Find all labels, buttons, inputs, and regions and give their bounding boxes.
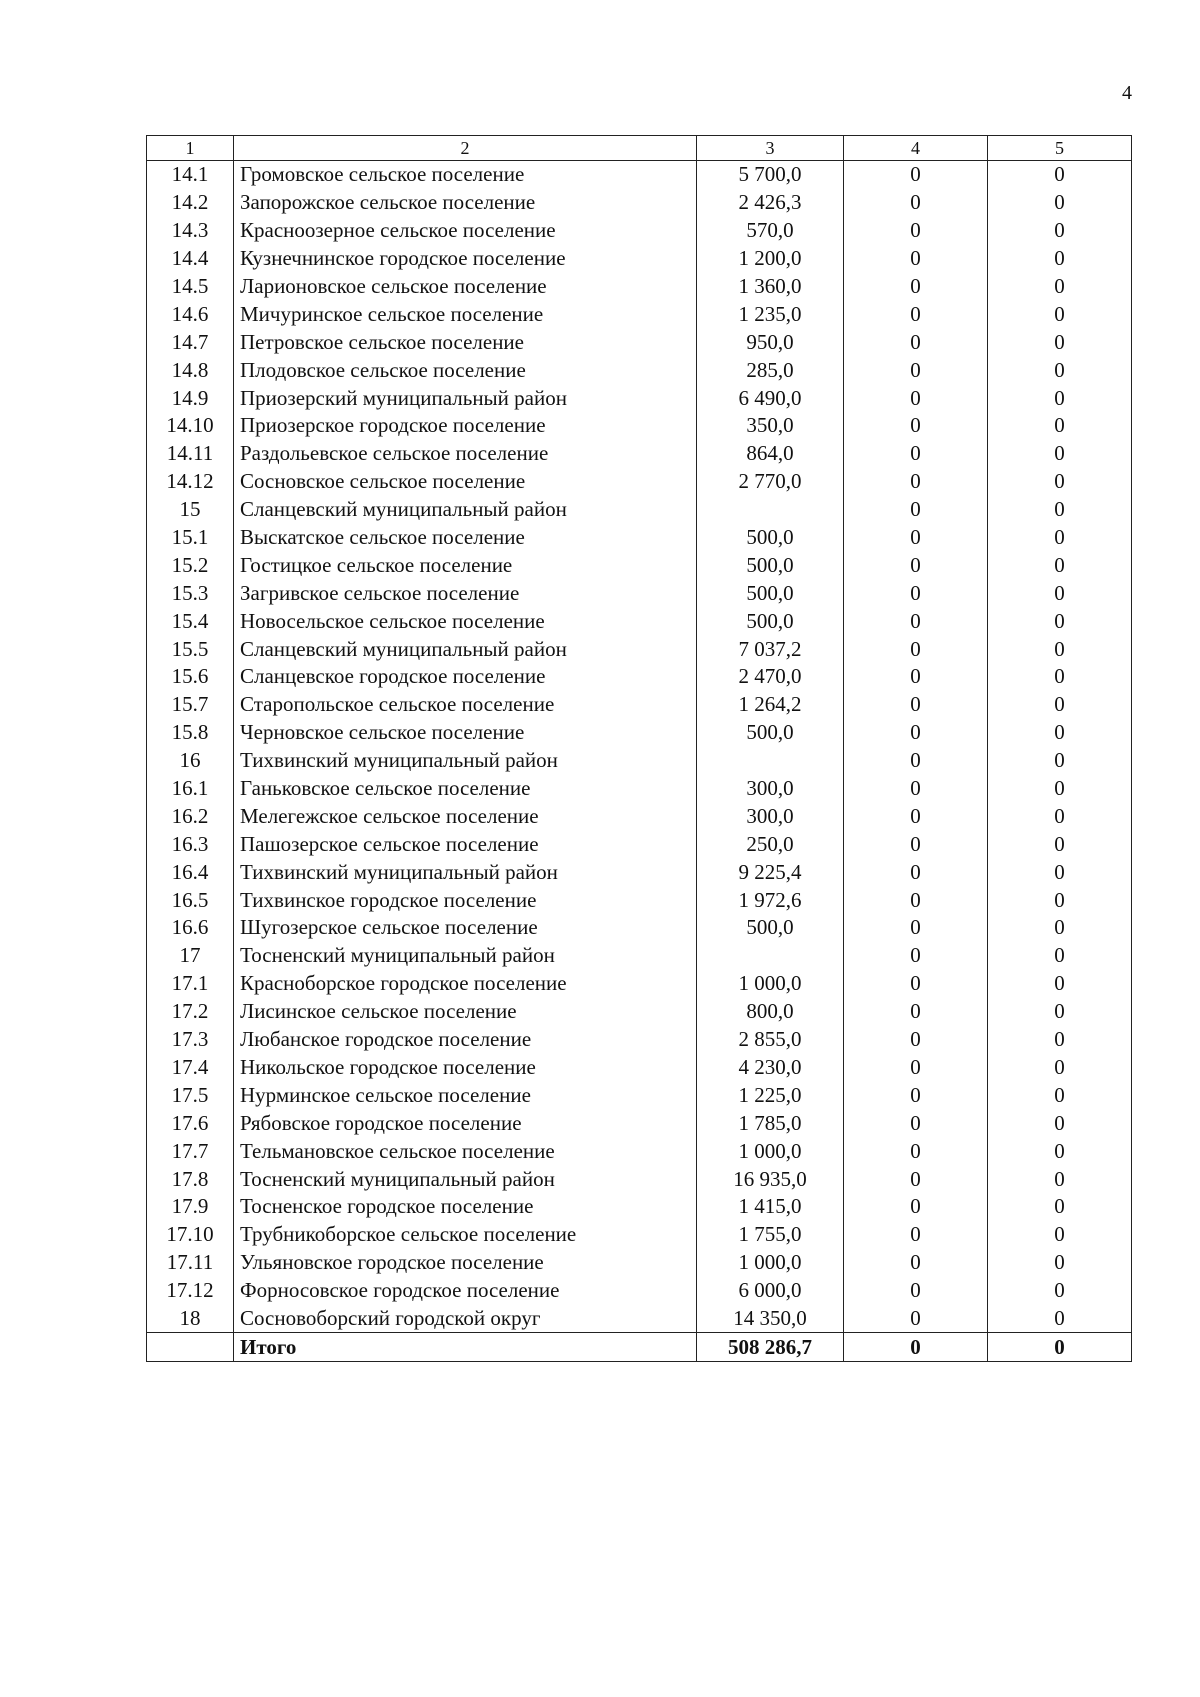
table-row (147, 802, 1132, 830)
column-4-cell: 0 (844, 524, 988, 552)
row-number-cell: 17.2 (147, 998, 234, 1026)
column-4-cell: 0 (844, 384, 988, 412)
table-row (147, 775, 1132, 803)
column-5-cell: 0 (988, 189, 1132, 217)
settlement-name-cell: Любанское городское поселение (234, 1026, 697, 1054)
column-4-cell: 0 (844, 161, 988, 189)
column-5-cell: 0 (988, 1305, 1132, 1333)
column-5-cell: 0 (988, 468, 1132, 496)
column-5-cell: 0 (988, 245, 1132, 273)
row-number-cell: 14.9 (147, 384, 234, 412)
column-header: 2 (234, 136, 697, 161)
column-5-cell: 0 (988, 496, 1132, 524)
column-header: 1 (147, 136, 234, 161)
settlement-name-cell: Никольское городское поселение (234, 1054, 697, 1082)
column-4-cell: 0 (844, 1221, 988, 1249)
amount-cell: 6 490,0 (697, 384, 844, 412)
settlement-name-cell: Шугозерское сельское поселение (234, 914, 697, 942)
table-row (147, 1305, 1132, 1333)
table-row (147, 830, 1132, 858)
column-4-cell: 0 (844, 607, 988, 635)
row-number-cell: 15.8 (147, 719, 234, 747)
column-5-cell: 0 (988, 440, 1132, 468)
table-row (147, 468, 1132, 496)
table-row (147, 663, 1132, 691)
settlement-name-cell: Кузнечнинское городское поселение (234, 245, 697, 273)
settlement-name-cell: Ларионовское сельское поселение (234, 273, 697, 301)
settlement-name-cell: Черновское сельское поселение (234, 719, 697, 747)
column-4-cell: 0 (844, 1054, 988, 1082)
column-5-cell: 0 (988, 217, 1132, 245)
row-number-cell: 16.3 (147, 830, 234, 858)
table-row (147, 496, 1132, 524)
table-row (147, 691, 1132, 719)
column-4-cell: 0 (844, 830, 988, 858)
row-number-cell: 17.9 (147, 1193, 234, 1221)
table-row (147, 245, 1132, 273)
total-amount-cell: 508 286,7 (697, 1333, 844, 1362)
table-row (147, 998, 1132, 1026)
table-row (147, 970, 1132, 998)
column-4-cell: 0 (844, 1137, 988, 1165)
row-number-cell: 17.6 (147, 1109, 234, 1137)
amount-cell: 500,0 (697, 524, 844, 552)
row-number-cell: 17.7 (147, 1137, 234, 1165)
row-number-cell: 17.5 (147, 1081, 234, 1109)
settlement-name-cell: Сланцевский муниципальный район (234, 635, 697, 663)
column-5-cell: 0 (988, 775, 1132, 803)
table-row (147, 551, 1132, 579)
column-5-cell: 0 (988, 1109, 1132, 1137)
settlement-name-cell: Ганьковское сельское поселение (234, 775, 697, 803)
column-5-cell: 0 (988, 663, 1132, 691)
column-5-cell: 0 (988, 161, 1132, 189)
row-number-cell: 17.11 (147, 1249, 234, 1277)
column-4-cell: 0 (844, 691, 988, 719)
column-5-cell: 0 (988, 1165, 1132, 1193)
column-4-cell: 0 (844, 1277, 988, 1305)
amount-cell: 1 785,0 (697, 1109, 844, 1137)
amount-cell: 2 470,0 (697, 663, 844, 691)
settlement-name-cell: Красноозерное сельское поселение (234, 217, 697, 245)
column-4-cell: 0 (844, 747, 988, 775)
row-number-cell: 14.8 (147, 356, 234, 384)
column-4-cell: 0 (844, 468, 988, 496)
column-5-cell: 0 (988, 914, 1132, 942)
row-number-cell: 15.1 (147, 524, 234, 552)
settlement-name-cell: Тихвинский муниципальный район (234, 858, 697, 886)
column-5-cell: 0 (988, 412, 1132, 440)
settlement-name-cell: Тельмановское сельское поселение (234, 1137, 697, 1165)
amount-cell: 1 972,6 (697, 886, 844, 914)
amount-cell (697, 496, 844, 524)
amount-cell: 2 855,0 (697, 1026, 844, 1054)
amount-cell (697, 942, 844, 970)
settlement-name-cell: Лисинское сельское поселение (234, 998, 697, 1026)
amount-cell: 5 700,0 (697, 161, 844, 189)
total-row-number-cell (147, 1333, 234, 1362)
amount-cell: 1 000,0 (697, 970, 844, 998)
table-row (147, 440, 1132, 468)
settlement-name-cell: Сосновоборский городской округ (234, 1305, 697, 1333)
table-row (147, 1249, 1132, 1277)
table-row (147, 356, 1132, 384)
table-row (147, 1054, 1132, 1082)
settlement-name-cell: Мичуринское сельское поселение (234, 300, 697, 328)
column-5-cell: 0 (988, 273, 1132, 301)
row-number-cell: 14.11 (147, 440, 234, 468)
settlement-name-cell: Тосненское городское поселение (234, 1193, 697, 1221)
amount-cell: 285,0 (697, 356, 844, 384)
row-number-cell: 17.8 (147, 1165, 234, 1193)
amount-cell: 1 000,0 (697, 1249, 844, 1277)
row-number-cell: 14.5 (147, 273, 234, 301)
settlement-name-cell: Красноборское городское поселение (234, 970, 697, 998)
row-number-cell: 14.7 (147, 328, 234, 356)
settlement-name-cell: Запорожское сельское поселение (234, 189, 697, 217)
total-column-5-cell: 0 (988, 1333, 1132, 1362)
amount-cell: 500,0 (697, 914, 844, 942)
column-5-cell: 0 (988, 524, 1132, 552)
column-4-cell: 0 (844, 775, 988, 803)
settlement-name-cell: Тихвинский муниципальный район (234, 747, 697, 775)
amount-cell: 500,0 (697, 719, 844, 747)
amount-cell: 500,0 (697, 607, 844, 635)
amount-cell (697, 747, 844, 775)
table-row (147, 328, 1132, 356)
column-5-cell: 0 (988, 635, 1132, 663)
table-row (147, 719, 1132, 747)
settlement-name-cell: Выскатское сельское поселение (234, 524, 697, 552)
column-5-cell: 0 (988, 691, 1132, 719)
column-4-cell: 0 (844, 412, 988, 440)
row-number-cell: 15 (147, 496, 234, 524)
table-row (147, 161, 1132, 189)
settlement-name-cell: Тосненский муниципальный район (234, 942, 697, 970)
amount-cell: 6 000,0 (697, 1277, 844, 1305)
table-row (147, 607, 1132, 635)
settlement-name-cell: Приозерское городское поселение (234, 412, 697, 440)
settlement-name-cell: Сланцевское городское поселение (234, 663, 697, 691)
column-4-cell: 0 (844, 1026, 988, 1054)
table-row (147, 886, 1132, 914)
table-row (147, 524, 1132, 552)
settlement-name-cell: Трубникоборское сельское поселение (234, 1221, 697, 1249)
budget-table (146, 135, 1132, 1362)
table-row (147, 384, 1132, 412)
column-4-cell: 0 (844, 635, 988, 663)
row-number-cell: 17.10 (147, 1221, 234, 1249)
amount-cell: 14 350,0 (697, 1305, 844, 1333)
table-header-row (147, 136, 1132, 161)
settlement-name-cell: Мелегежское сельское поселение (234, 802, 697, 830)
table-row (147, 858, 1132, 886)
column-4-cell: 0 (844, 356, 988, 384)
column-header: 5 (988, 136, 1132, 161)
settlement-name-cell: Петровское сельское поселение (234, 328, 697, 356)
column-5-cell: 0 (988, 970, 1132, 998)
row-number-cell: 17.1 (147, 970, 234, 998)
settlement-name-cell: Старопольское сельское поселение (234, 691, 697, 719)
row-number-cell: 16 (147, 747, 234, 775)
column-5-cell: 0 (988, 607, 1132, 635)
row-number-cell: 15.2 (147, 551, 234, 579)
amount-cell: 800,0 (697, 998, 844, 1026)
column-4-cell: 0 (844, 579, 988, 607)
table-row (147, 189, 1132, 217)
column-4-cell: 0 (844, 551, 988, 579)
column-4-cell: 0 (844, 886, 988, 914)
column-4-cell: 0 (844, 719, 988, 747)
table-row (147, 1137, 1132, 1165)
table-row (147, 1026, 1132, 1054)
amount-cell: 1 264,2 (697, 691, 844, 719)
column-4-cell: 0 (844, 1165, 988, 1193)
amount-cell: 1 225,0 (697, 1081, 844, 1109)
column-5-cell: 0 (988, 802, 1132, 830)
column-4-cell: 0 (844, 970, 988, 998)
settlement-name-cell: Нурминское сельское поселение (234, 1081, 697, 1109)
settlement-name-cell: Сланцевский муниципальный район (234, 496, 697, 524)
amount-cell: 4 230,0 (697, 1054, 844, 1082)
column-5-cell: 0 (988, 1249, 1132, 1277)
table-row (147, 1277, 1132, 1305)
total-column-4-cell: 0 (844, 1333, 988, 1362)
table-row (147, 579, 1132, 607)
amount-cell: 1 200,0 (697, 245, 844, 273)
table-row (147, 217, 1132, 245)
total-row (147, 1333, 1132, 1362)
column-4-cell: 0 (844, 273, 988, 301)
column-4-cell: 0 (844, 1193, 988, 1221)
settlement-name-cell: Ульяновское городское поселение (234, 1249, 697, 1277)
amount-cell: 16 935,0 (697, 1165, 844, 1193)
column-4-cell: 0 (844, 1249, 988, 1277)
settlement-name-cell: Загривское сельское поселение (234, 579, 697, 607)
row-number-cell: 16.2 (147, 802, 234, 830)
column-5-cell: 0 (988, 858, 1132, 886)
row-number-cell: 15.4 (147, 607, 234, 635)
column-4-cell: 0 (844, 217, 988, 245)
column-5-cell: 0 (988, 1193, 1132, 1221)
row-number-cell: 14.10 (147, 412, 234, 440)
column-4-cell: 0 (844, 802, 988, 830)
column-5-cell: 0 (988, 998, 1132, 1026)
column-header: 3 (697, 136, 844, 161)
row-number-cell: 16.4 (147, 858, 234, 886)
total-settlement-name-cell: Итого (234, 1333, 697, 1362)
table-row (147, 1193, 1132, 1221)
column-5-cell: 0 (988, 328, 1132, 356)
amount-cell: 2 770,0 (697, 468, 844, 496)
amount-cell: 864,0 (697, 440, 844, 468)
column-5-cell: 0 (988, 551, 1132, 579)
column-5-cell: 0 (988, 1137, 1132, 1165)
table-row (147, 300, 1132, 328)
row-number-cell: 14.2 (147, 189, 234, 217)
column-5-cell: 0 (988, 1081, 1132, 1109)
settlement-name-cell: Плодовское сельское поселение (234, 356, 697, 384)
row-number-cell: 14.4 (147, 245, 234, 273)
column-5-cell: 0 (988, 942, 1132, 970)
row-number-cell: 15.7 (147, 691, 234, 719)
column-4-cell: 0 (844, 663, 988, 691)
row-number-cell: 15.5 (147, 635, 234, 663)
row-number-cell: 18 (147, 1305, 234, 1333)
settlement-name-cell: Гостицкое сельское поселение (234, 551, 697, 579)
column-5-cell: 0 (988, 300, 1132, 328)
row-number-cell: 17.3 (147, 1026, 234, 1054)
column-5-cell: 0 (988, 719, 1132, 747)
row-number-cell: 17.12 (147, 1277, 234, 1305)
amount-cell: 950,0 (697, 328, 844, 356)
amount-cell: 570,0 (697, 217, 844, 245)
amount-cell: 1 000,0 (697, 1137, 844, 1165)
amount-cell: 2 426,3 (697, 189, 844, 217)
column-4-cell: 0 (844, 1109, 988, 1137)
column-4-cell: 0 (844, 914, 988, 942)
amount-cell: 1 755,0 (697, 1221, 844, 1249)
amount-cell: 250,0 (697, 830, 844, 858)
settlement-name-cell: Тихвинское городское поселение (234, 886, 697, 914)
row-number-cell: 16.1 (147, 775, 234, 803)
row-number-cell: 15.3 (147, 579, 234, 607)
settlement-name-cell: Форносовское городское поселение (234, 1277, 697, 1305)
column-5-cell: 0 (988, 356, 1132, 384)
amount-cell: 500,0 (697, 551, 844, 579)
row-number-cell: 17.4 (147, 1054, 234, 1082)
column-5-cell: 0 (988, 1054, 1132, 1082)
table-row (147, 1165, 1132, 1193)
column-4-cell: 0 (844, 858, 988, 886)
amount-cell: 1 235,0 (697, 300, 844, 328)
table-row (147, 412, 1132, 440)
column-5-cell: 0 (988, 384, 1132, 412)
amount-cell: 9 225,4 (697, 858, 844, 886)
column-5-cell: 0 (988, 579, 1132, 607)
settlement-name-cell: Новосельское сельское поселение (234, 607, 697, 635)
row-number-cell: 15.6 (147, 663, 234, 691)
column-5-cell: 0 (988, 1221, 1132, 1249)
table-row (147, 1109, 1132, 1137)
table-row (147, 1221, 1132, 1249)
row-number-cell: 14.1 (147, 161, 234, 189)
column-5-cell: 0 (988, 830, 1132, 858)
settlement-name-cell: Тосненский муниципальный район (234, 1165, 697, 1193)
column-header: 4 (844, 136, 988, 161)
column-5-cell: 0 (988, 1277, 1132, 1305)
settlement-name-cell: Раздольевское сельское поселение (234, 440, 697, 468)
amount-cell: 300,0 (697, 802, 844, 830)
table-row (147, 635, 1132, 663)
settlement-name-cell: Сосновское сельское поселение (234, 468, 697, 496)
column-4-cell: 0 (844, 245, 988, 273)
column-5-cell: 0 (988, 886, 1132, 914)
settlement-name-cell: Приозерский муниципальный район (234, 384, 697, 412)
table-row (147, 747, 1132, 775)
row-number-cell: 14.3 (147, 217, 234, 245)
amount-cell: 1 360,0 (697, 273, 844, 301)
row-number-cell: 16.6 (147, 914, 234, 942)
column-4-cell: 0 (844, 496, 988, 524)
settlement-name-cell: Громовское сельское поселение (234, 161, 697, 189)
settlement-name-cell: Пашозерское сельское поселение (234, 830, 697, 858)
amount-cell: 1 415,0 (697, 1193, 844, 1221)
table-row (147, 914, 1132, 942)
table-row (147, 1081, 1132, 1109)
row-number-cell: 14.12 (147, 468, 234, 496)
amount-cell: 7 037,2 (697, 635, 844, 663)
column-4-cell: 0 (844, 300, 988, 328)
page-number: 4 (1122, 82, 1132, 104)
column-5-cell: 0 (988, 747, 1132, 775)
column-4-cell: 0 (844, 942, 988, 970)
column-5-cell: 0 (988, 1026, 1132, 1054)
column-4-cell: 0 (844, 998, 988, 1026)
row-number-cell: 16.5 (147, 886, 234, 914)
table-row (147, 942, 1132, 970)
amount-cell: 300,0 (697, 775, 844, 803)
row-number-cell: 14.6 (147, 300, 234, 328)
settlement-name-cell: Рябовское городское поселение (234, 1109, 697, 1137)
column-4-cell: 0 (844, 328, 988, 356)
column-4-cell: 0 (844, 1305, 988, 1333)
column-4-cell: 0 (844, 189, 988, 217)
amount-cell: 500,0 (697, 579, 844, 607)
column-4-cell: 0 (844, 440, 988, 468)
amount-cell: 350,0 (697, 412, 844, 440)
column-4-cell: 0 (844, 1081, 988, 1109)
table-row (147, 273, 1132, 301)
row-number-cell: 17 (147, 942, 234, 970)
